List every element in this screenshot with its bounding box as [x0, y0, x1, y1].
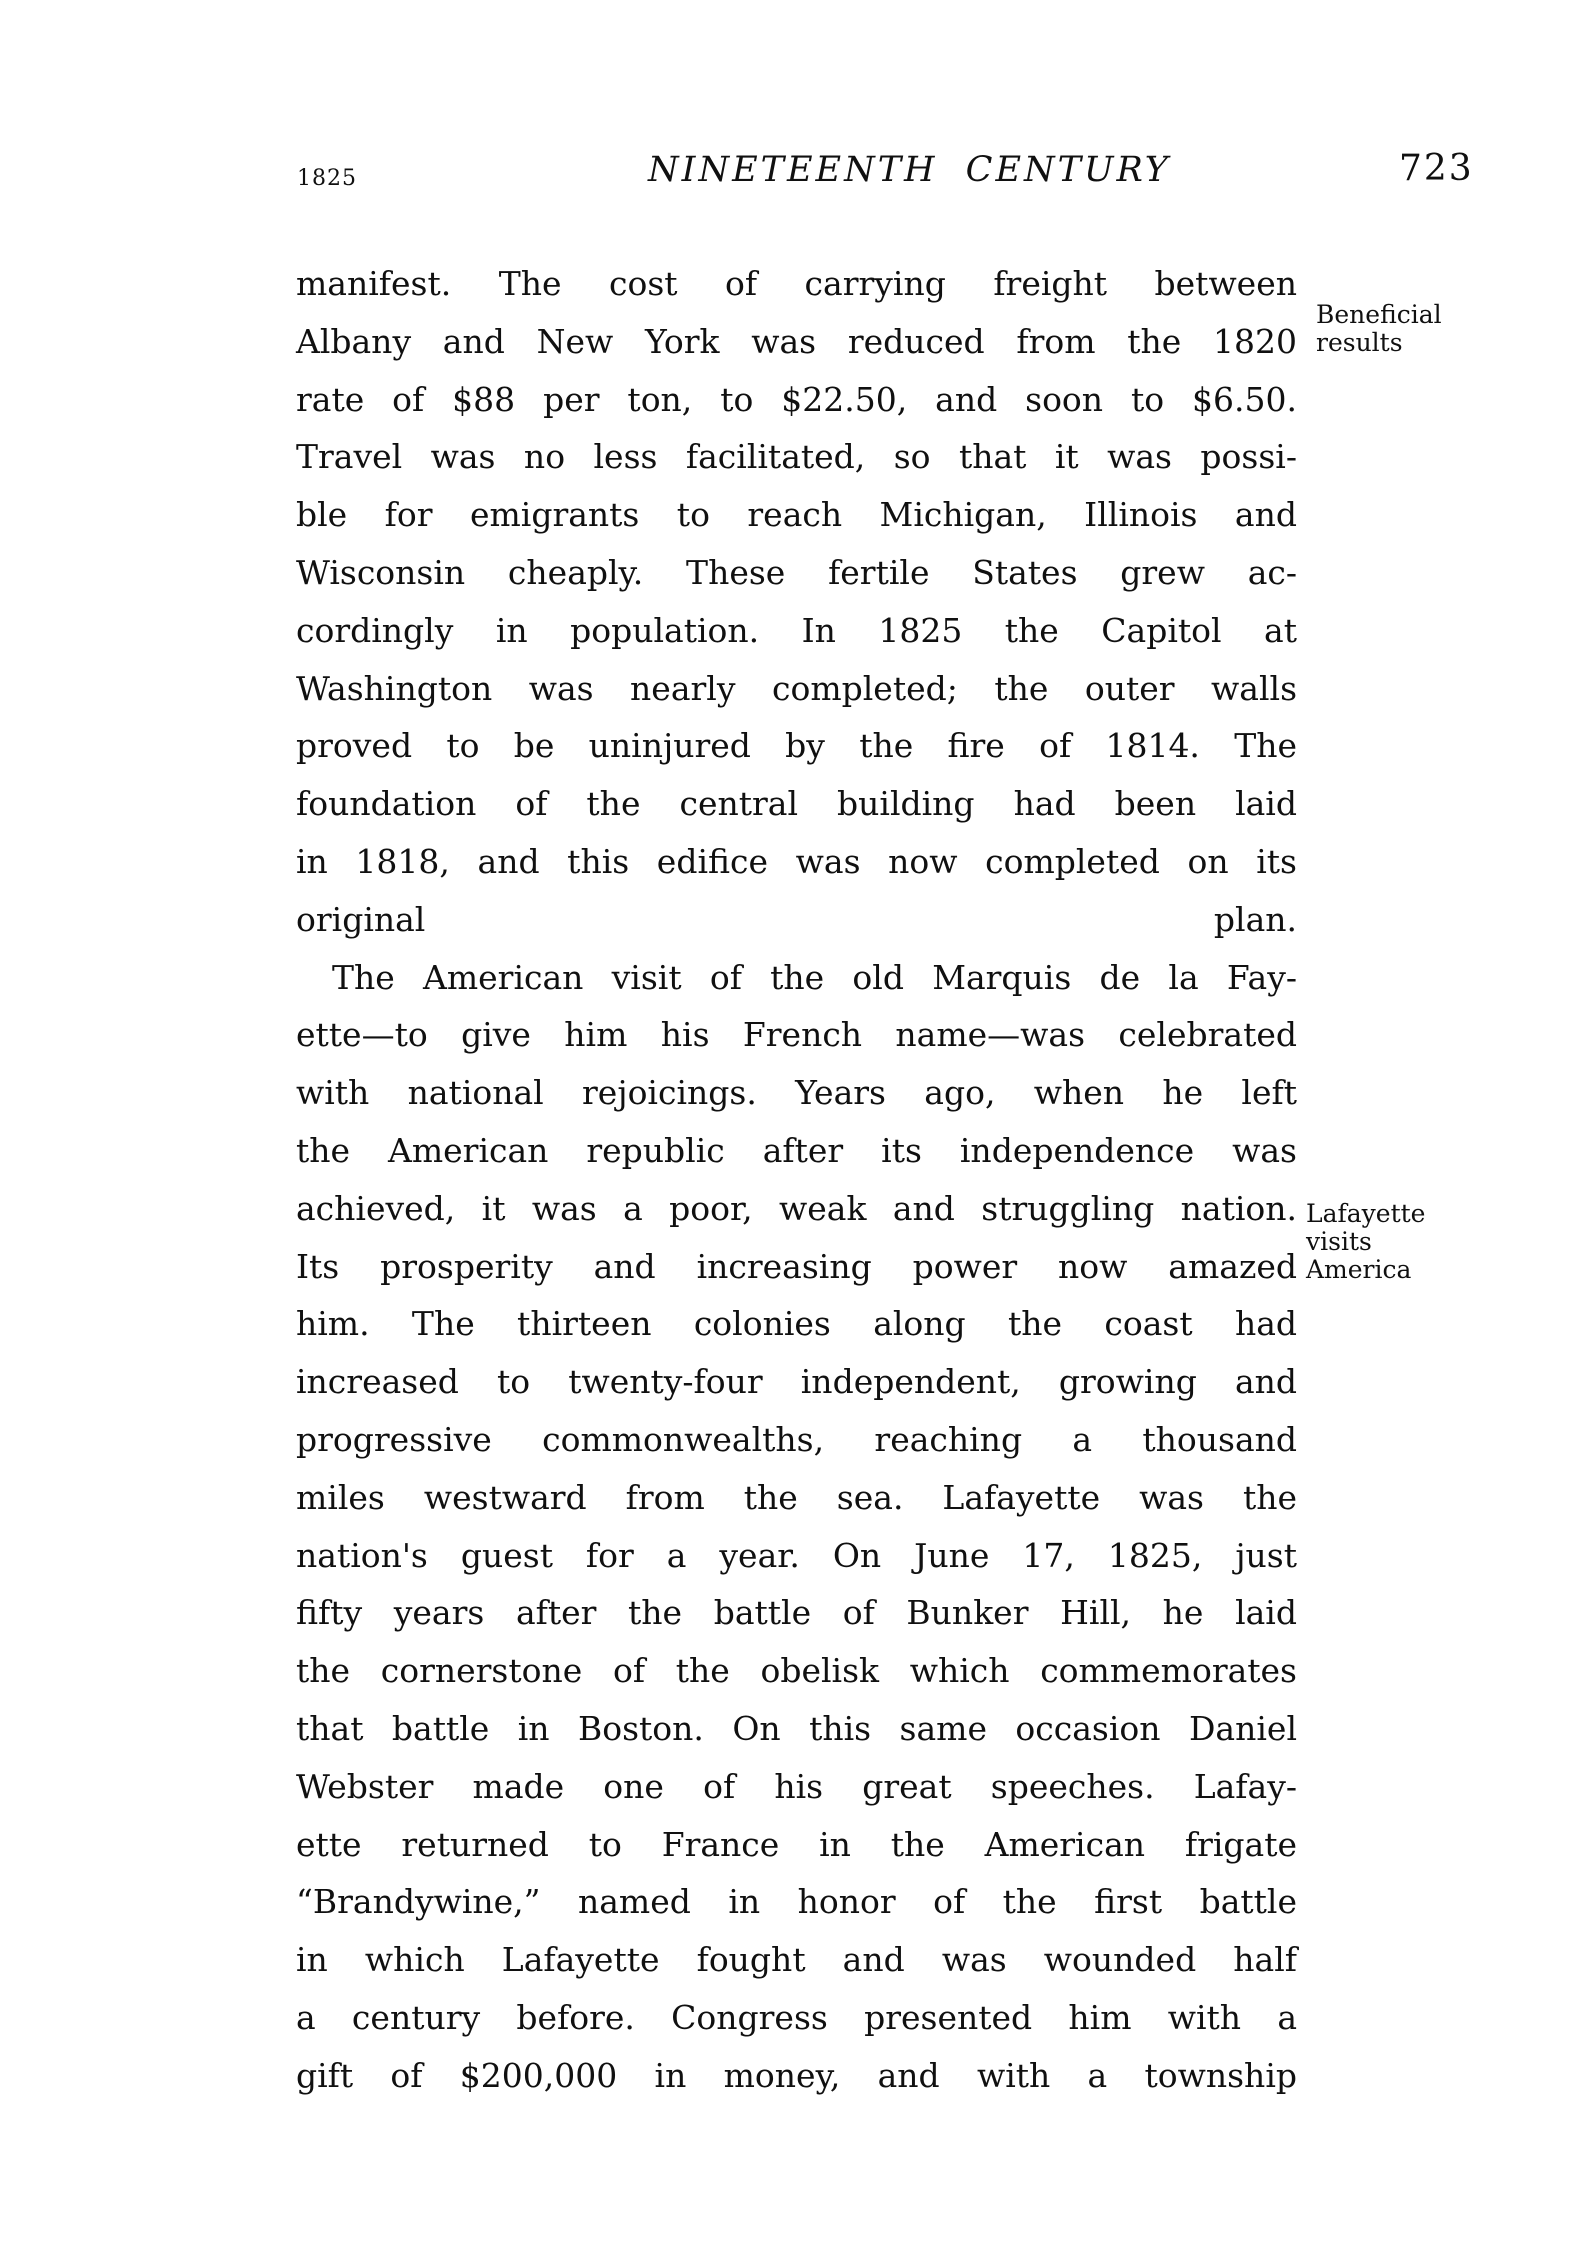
- text-line: increased to twenty-four independent, growing and: [296, 1362, 1297, 1402]
- text-line: original plan.: [296, 899, 1297, 939]
- margin-note-lafayette-visits-america: [1306, 1200, 1425, 1284]
- text-line: The American visit of the old Marquis de la Fay-: [332, 957, 1297, 997]
- text-line: with national rejoicings. Years ago, when he left: [296, 1073, 1297, 1113]
- margin-note-line: Beneficial: [1316, 300, 1442, 329]
- text-line: Albany and New York was reduced from the 1820: [296, 321, 1297, 361]
- text-line: proved to be uninjured by the fire of 1814. The: [296, 726, 1297, 766]
- text-line: in 1818, and this edifice was now completed on its: [296, 841, 1297, 881]
- text-line: in which Lafayette fought and was wounded half: [296, 1940, 1297, 1980]
- text-line: the American republic after its independence was: [296, 1130, 1297, 1170]
- margin-note-line: visits: [1306, 1227, 1372, 1256]
- margin-note-line: America: [1306, 1255, 1412, 1284]
- text-line: progressive commonwealths, reaching a thousand: [296, 1419, 1297, 1459]
- header-page-number: 723: [1399, 148, 1474, 189]
- text-line: Washington was nearly completed; the outer walls: [296, 668, 1297, 708]
- text-line: him. The thirteen colonies along the coast had: [296, 1304, 1297, 1344]
- margin-note-line: results: [1316, 328, 1403, 357]
- text-line: gift of $200,000 in money, and with a township: [296, 2055, 1297, 2095]
- text-line: that battle in Boston. On this same occasion Daniel: [296, 1708, 1297, 1748]
- margin-note-beneficial-results: [1316, 301, 1442, 357]
- text-line: foundation of the central building had been laid: [296, 784, 1297, 824]
- text-line: a century before. Congress presented him with a: [296, 1997, 1297, 2037]
- header-title: NINETEENTH CENTURY: [648, 150, 1171, 190]
- text-line: Travel was no less facilitated, so that it was possi-: [296, 437, 1297, 477]
- text-line: ette—to give him his French name—was celebrated: [296, 1015, 1297, 1055]
- text-line: achieved, it was a poor, weak and struggling nation.: [296, 1188, 1297, 1228]
- text-line: cordingly in population. In 1825 the Capitol at: [296, 610, 1297, 650]
- text-line: fifty years after the battle of Bunker Hill, he laid: [296, 1593, 1297, 1633]
- text-line: ette returned to France in the American frigate: [296, 1824, 1297, 1864]
- text-line: ble for emigrants to reach Michigan, Illinois and: [296, 495, 1297, 535]
- text-line: rate of $88 per ton, to $22.50, and soon to $6.50.: [296, 379, 1297, 419]
- text-line: Wisconsin cheaply. These fertile States grew ac-: [296, 552, 1297, 592]
- margin-note-line: Lafayette: [1306, 1199, 1426, 1228]
- text-line: miles westward from the sea. Lafayette was the: [296, 1477, 1297, 1517]
- text-line: nation's guest for a year. On June 17, 1825, just: [296, 1535, 1297, 1575]
- header-year: 1825: [297, 166, 357, 191]
- text-line: Webster made one of his great speeches. Lafay-: [296, 1766, 1297, 1806]
- text-line: Its prosperity and increasing power now amazed: [296, 1246, 1297, 1286]
- body-text: [296, 255, 1297, 2105]
- text-line: “Brandywine,” named in honor of the first battle: [296, 1882, 1297, 1922]
- text-line: manifest. The cost of carrying freight between: [296, 264, 1297, 303]
- text-line: the cornerstone of the obelisk which commemorates: [296, 1651, 1297, 1691]
